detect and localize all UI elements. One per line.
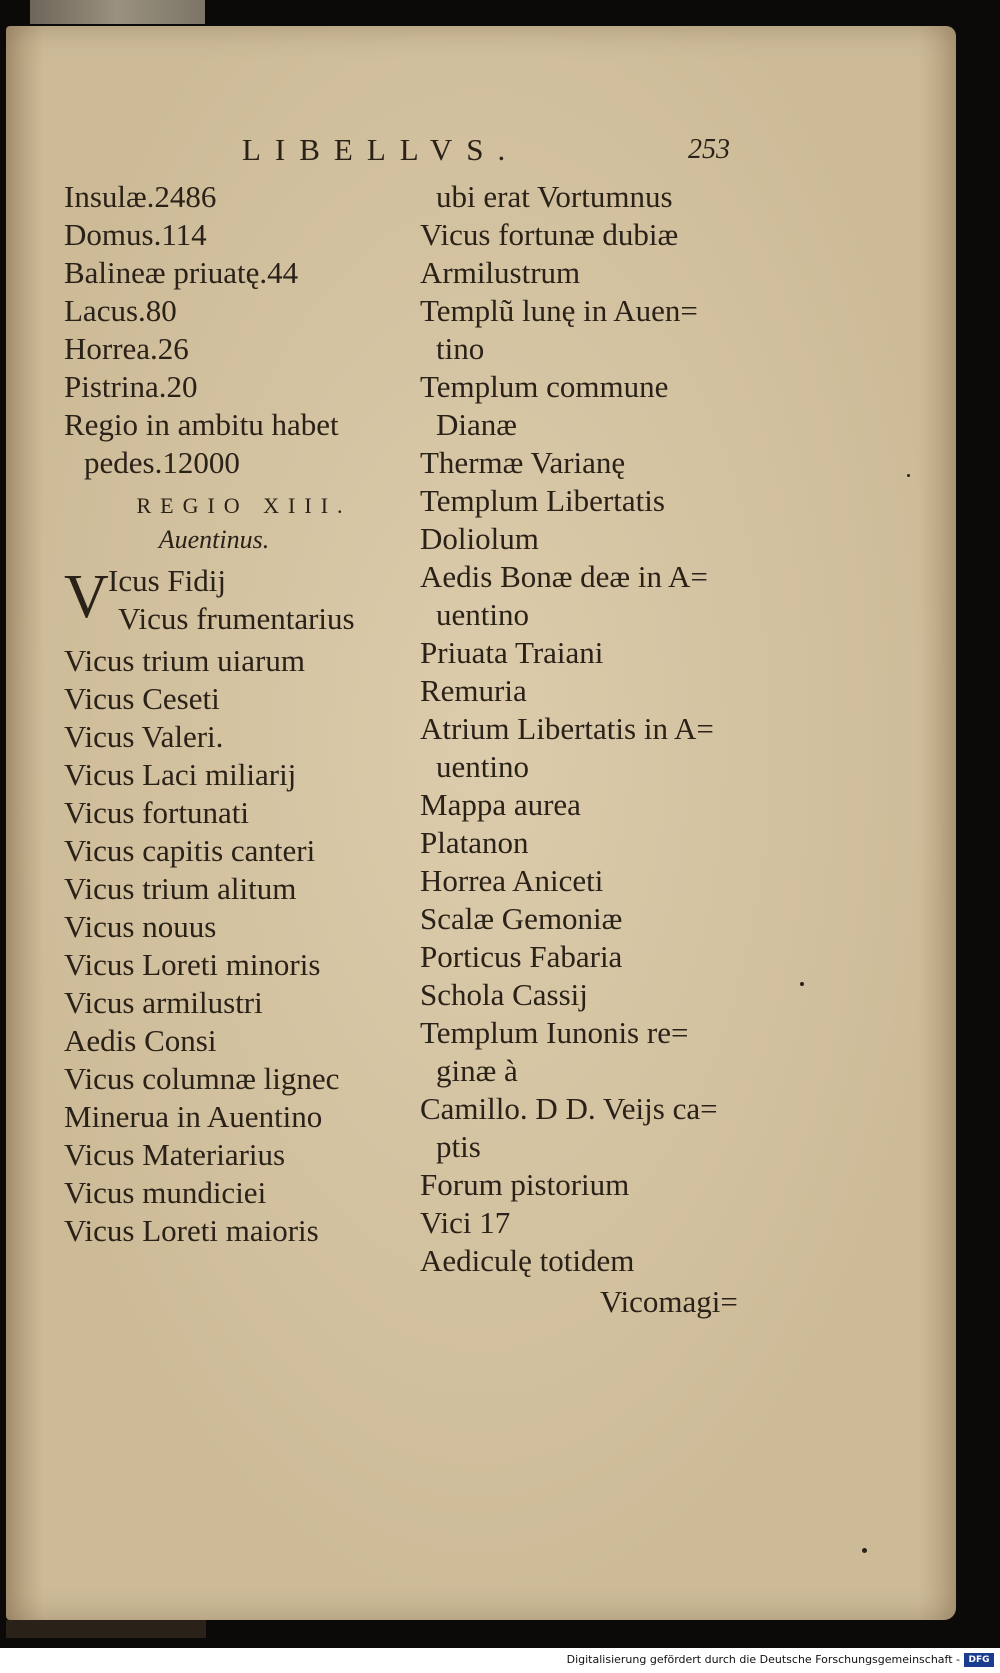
text-line: ginæ à <box>436 1053 518 1088</box>
text-line: tino <box>436 331 485 366</box>
text-line: Vicus Valeri. <box>64 719 224 754</box>
text-line: Doliolum <box>420 521 539 556</box>
text-line: Domus.114 <box>64 217 207 252</box>
text-line: Aedis Consi <box>64 1023 217 1058</box>
text-line: Vicus nouus <box>64 909 217 944</box>
text-line: Vicus fortunati <box>64 795 249 830</box>
paper-speck <box>862 1548 867 1553</box>
text-line: Templum commune <box>420 369 669 404</box>
text-line: Forum pistorium <box>420 1167 630 1202</box>
text-line: Vici 17 <box>420 1205 511 1240</box>
dfg-logo: DFG <box>964 1653 994 1667</box>
left-column <box>64 178 404 1250</box>
text-line: Pistrina.20 <box>64 369 198 404</box>
text-line: Dianæ <box>436 407 517 442</box>
initial-block <box>64 562 404 642</box>
text-line: Insulæ.2486 <box>64 179 217 214</box>
footer-credit: Digitalisierung gefördert durch die Deutsche Forschungsgemeinschaft - <box>566 1653 960 1666</box>
text-line: Porticus Fabaria <box>420 939 623 974</box>
text-line: Remuria <box>420 673 527 708</box>
text-line: Minerua in Auentino <box>64 1099 323 1134</box>
text-line: Vicus trium uiarum <box>64 643 305 678</box>
text-line: pedes.12000 <box>84 445 240 480</box>
text-line: Aediculę totidem <box>420 1243 635 1278</box>
footer-bar <box>0 1648 1000 1673</box>
text-line: Icus Fidij <box>108 563 226 598</box>
text-line: Vicus Loreti minoris <box>64 947 321 982</box>
text-line: ptis <box>436 1129 481 1164</box>
text-line: Thermæ Varianę <box>420 445 626 480</box>
text-line: Atrium Libertatis in A= <box>420 711 714 746</box>
text-line: Vicus columnæ lignec <box>64 1061 340 1096</box>
text-line: Vicus Loreti maioris <box>64 1213 319 1248</box>
text-line: Aedis Bonæ deæ in A= <box>420 559 708 594</box>
text-line: Regio in ambitu habet <box>64 407 339 442</box>
paper-speck <box>907 474 910 477</box>
book-cover-corner <box>30 0 205 24</box>
text-line: Vicus Ceseti <box>64 681 220 716</box>
text-line: Vicus frumentarius <box>118 601 355 636</box>
text-line: Vicus Laci miliarij <box>64 757 297 792</box>
text-line: Armilustrum <box>420 255 581 290</box>
text-line: ubi erat Vortumnus <box>436 179 673 214</box>
text-line: Camillo. D D. Veijs ca= <box>420 1091 718 1126</box>
text-line: uentino <box>436 749 529 784</box>
right-column <box>420 178 780 1280</box>
left-lines-top <box>64 178 404 482</box>
text-line: Horrea Aniceti <box>420 863 604 898</box>
text-line: Horrea.26 <box>64 331 189 366</box>
text-line: uentino <box>436 597 529 632</box>
text-line: Schola Cassij <box>420 977 588 1012</box>
section-heading: REGIO XIII. <box>136 493 352 518</box>
text-line: Vicus capitis canteri <box>64 833 316 868</box>
left-lines-bottom <box>64 642 404 1250</box>
text-line: Vicus mundiciei <box>64 1175 267 1210</box>
text-line: Vicus armilustri <box>64 985 263 1020</box>
text-line: Templũ lunę in Auen= <box>420 293 698 328</box>
text-line: Scalæ Gemoniæ <box>420 901 623 936</box>
text-line: Templum Iunonis re= <box>420 1015 689 1050</box>
text-line: Vicus trium alitum <box>64 871 297 906</box>
text-line: Vicus fortunæ dubiæ <box>420 217 679 252</box>
page-number: 253 <box>688 134 730 165</box>
text-line: Lacus.80 <box>64 293 177 328</box>
text-line: Priuata Traiani <box>420 635 604 670</box>
text-line: Vicus Materiarius <box>64 1137 286 1172</box>
section-subheading: Auentinus. <box>158 525 270 554</box>
text-line: Platanon <box>420 825 529 860</box>
running-head: LIBELLVS. <box>242 132 520 167</box>
text-line: Balineæ priuatę.44 <box>64 255 299 290</box>
drop-initial: V <box>64 563 109 631</box>
text-line: Templum Libertatis <box>420 483 665 518</box>
paper-speck <box>800 982 804 986</box>
catchword: Vicomagi= <box>600 1284 738 1319</box>
text-line: Mappa aurea <box>420 787 581 822</box>
book-spine-edge <box>6 1620 206 1638</box>
